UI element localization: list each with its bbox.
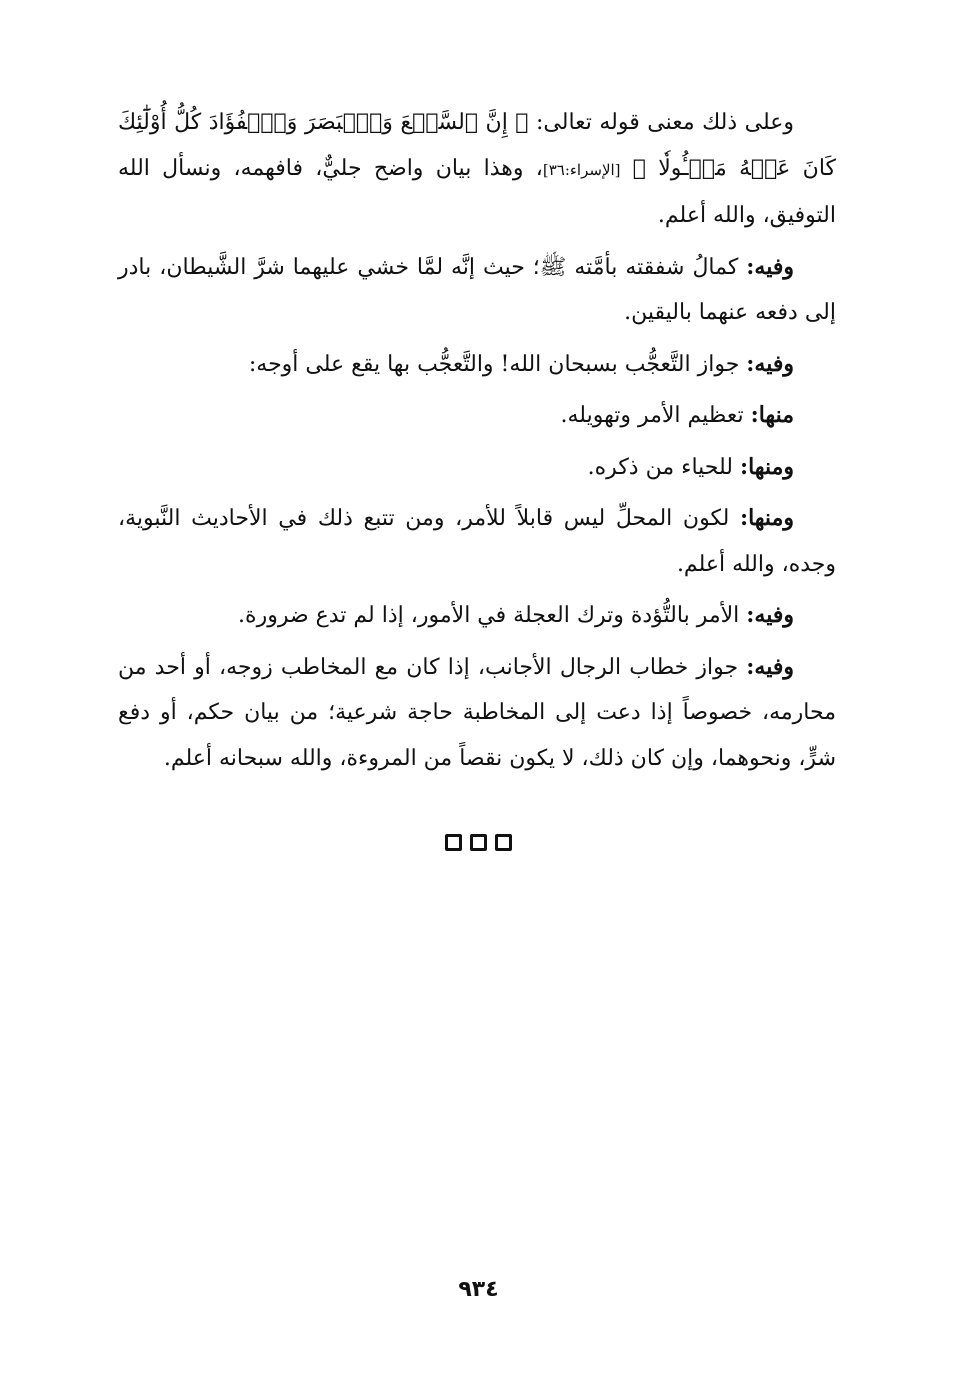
paragraph-text: تعظيم الأمر وتهويله. (560, 403, 744, 428)
paragraph-lead: وفيه: (746, 653, 794, 680)
paragraph-point (118, 393, 836, 439)
paragraph-point (118, 445, 836, 491)
verse-reference: [الإسراء:٣٦] (542, 160, 621, 179)
paragraph-lead: ومنها: (739, 505, 794, 531)
paragraph-lead: وفيه: (746, 350, 794, 377)
section-divider (0, 834, 957, 851)
paragraph-point (118, 496, 836, 587)
paragraph-text: للحياء من ذكره. (587, 454, 733, 480)
paragraph-text: الأمر بالتُّؤدة وترك العجلة في الأمور، إذا لم تدع ضرورة. (238, 603, 740, 628)
paragraph-lead: منها: (750, 402, 794, 428)
paragraph-benefit (118, 645, 836, 782)
paragraph-text: ، وهذا بيان واضح جليٌّ، فافهمه، ونسأل الله التوفيق، والله أعلم. (118, 155, 836, 228)
paragraph-text: كمالُ شفقته بأمَّته ﷺ؛ حيث إنَّه لمَّا خشي عليهما شرَّ الشَّيطان، بادر إلى دفعه عنهما باليقين. (118, 254, 836, 325)
paragraph-benefit (118, 342, 836, 388)
square-icon (470, 834, 487, 851)
paragraph-ayah (118, 100, 836, 239)
body-text (118, 100, 836, 787)
page-number: ٩٣٤ (458, 1277, 499, 1302)
quran-verse: ﴿ إِنَّ ٱلسَّمۡعَ وَٱلۡبَصَرَ وَٱلۡفُؤَادَ كُلُّ أُوْلَٰٓئِكَ كَانَ عَنۡهُ مَسۡـُٔولٗا ﴾ (118, 110, 836, 181)
square-icon (495, 834, 512, 851)
paragraph-text: لكون المحلِّ ليس قابلاً للأمر، ومن تتبع ذلك في الأحاديث النَّبوية، وجده، والله أعلم. (118, 506, 836, 577)
square-icon (445, 834, 462, 851)
paragraph-lead: وفيه: (746, 253, 794, 280)
paragraph-text: جواز التَّعجُّب بسبحان الله! والتَّعجُّب بها يقع على أوجه: (248, 351, 740, 377)
paragraph-benefit (118, 245, 836, 336)
paragraph-lead: ومنها: (739, 453, 794, 480)
paragraph-text: جواز خطاب الرجال الأجانب، إذا كان مع المخاطب زوجه، أو أحد من محارمه، خصوصاً إذا دعت إلى المخاطبة حاجة شرعية؛ من بيان حكم، أو دفع شرٍّ، ونحوهما، وإن كان ذلك، لا يكون نقصاً من المروءة، والله سبحانه أعلم. (118, 654, 836, 771)
paragraph-lead: وفيه: (746, 602, 794, 628)
paragraph-benefit (118, 593, 836, 639)
paragraph-lead: وعلى ذلك معنى قوله تعالى: (536, 110, 794, 135)
